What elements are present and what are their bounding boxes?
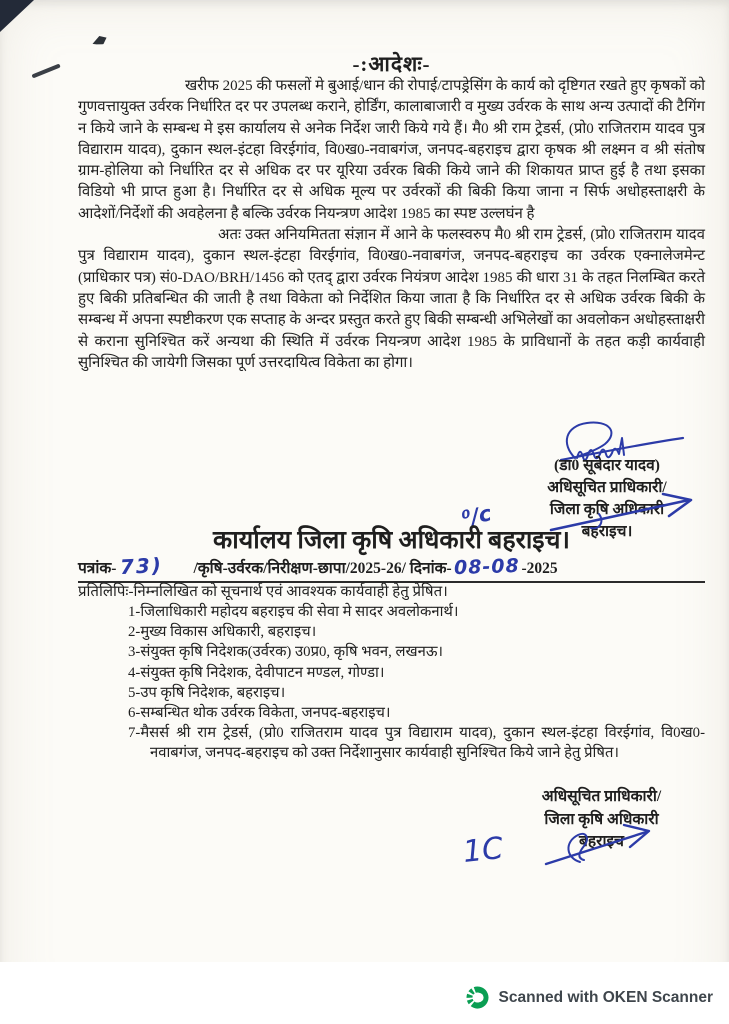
order-title: -:आदेशः-	[352, 52, 431, 76]
date-label: दिनांक-	[409, 560, 452, 577]
copies-intro: प्रतिलिपिः-निम्नलिखित को सूचनार्थ एवं आवश्यक कार्यवाही हेतु प्रेषित।	[78, 584, 448, 600]
signatory-name: (डा0 सूबेदार यादव)	[554, 457, 660, 474]
oken-scanner-logo-icon	[466, 986, 489, 1009]
bottom-place: बहराइच	[579, 833, 624, 850]
received-handwritten-mark: 1C	[461, 831, 505, 870]
date-year: -2025	[521, 560, 558, 577]
page-corner-fold	[0, 0, 34, 32]
order-paragraph-1: खरीफ 2025 की फसलों मे बुआई/धान की रोपाई/टापड्रेसिंग के कार्य को दृष्टिगत रखते हुए कृषकों को गुणवत्तायुक्त उर्वरक निर्धारित दर पर उपलब्ध कराने, होर्डिंग, कालाबाजारी व मुख्य उर्वरक के साथ अन्य उत्पादों की टैगिंग न किये जाने के सम्बन्ध मे इस कार्यालय से अनेक निर्देश जारी किये गये हैं। मै0 श्री राम ट्रेडर्स, (प्रो0 राजितराम यादव पुत्र विद्याराम यादव), दुकान स्थल-इंटहा विरईगांव, वि0ख0-नवाबगंज, जनपद-बहराइच द्वारा कृषक श्री लक्ष्मन व श्री संतोष ग्राम-होलिया को निर्धारित दर से अधिक दर पर यूरिया उर्वरक बिकी किये जाने की शिकायत प्राप्त हुई है तथा इसका विडियो भी प्राप्त हुआ है। निर्धारित दर से अधिक मूल्य पर उर्वरकों की बिकी किया जाना न सिर्फ अधोहस्ताक्षरी के आदेशों/निर्देशों की अवहेलना है बल्कि उर्वरक नियन्त्रण आदेश 1985 का स्पष्ट उल्लघंन है	[78, 78, 705, 222]
signatory-place: बहराइच।	[581, 523, 633, 540]
copy-item-7: 7-मैसर्स श्री राम ट्रेडर्स, (प्रो0 राजितराम यादव पुत्र विद्याराम यादव), दुकान स्थल-इंटहा विरईगांव, वि0ख0-नवाबगंज, जनपद-बहराइच को उक्त निर्देशानुसार कार्यवाही सुनिश्चित किये जाने हेतु प्रेषित।	[128, 725, 705, 762]
signatory-role-line2: जिला कृषि अधिकारी	[549, 501, 665, 518]
copy-item-6: 6-सम्बन्धित थोक उर्वरक विकेता, जनपद-बहराइच।	[128, 705, 391, 722]
copies-list	[128, 602, 705, 764]
ref-number-handwritten: 73)	[119, 552, 165, 580]
signatory-role-line1: अधिसूचित प्राधिकारी/	[547, 479, 667, 496]
copy-item-2: 2-मुख्य विकास अधिकारी, बहराइच।	[128, 624, 317, 641]
ref-label: पत्रांक-	[78, 560, 117, 577]
copy-item-1: 1-जिलाधिकारी महोदय बहराइच की सेवा मे सादर अवलोकनार्थ।	[128, 604, 459, 620]
ink-smudge-mark	[91, 35, 108, 47]
ref-subject: /कृषि-उर्वरक/निरीक्षण-छापा/2025-26/	[193, 560, 406, 577]
oken-scanner-text: Scanned with OKEN Scanner	[498, 988, 713, 1006]
bottom-role-line2: जिला कृषि अधिकारी	[544, 810, 659, 828]
pc-handwritten-mark: ⁰/c	[459, 501, 494, 531]
date-handwritten: 08-08	[453, 554, 520, 580]
copy-item-3: 3-संयुक्त कृषि निदेशक(उर्वरक) उ0प्र0, कृषि भवन, लखनऊ।	[128, 644, 444, 661]
pen-stroke-mark	[31, 64, 60, 78]
order-body	[78, 76, 705, 374]
bottom-role-line1: अधिसूचित प्राधिकारी/	[541, 788, 662, 805]
order-paragraph-2: अतः उक्त अनियमितता संज्ञान में आने के फलस्वरुप मै0 श्री राम ट्रेडर्स, (प्रो0 राजितराम यादव पुत्र विद्याराम यादव), दुकान स्थल-इंटहा विरईगांव, वि0ख0-नवाबगंज, जनपद-बहराइच का उर्वरक एक्नालेजमेन्ट (प्राधिकार पत्र) सं0-DAO/BRH/1456 को एतद् द्वारा उर्वरक नियंत्रण आदेश 1985 की धारा 31 के तहत निलम्बित करते हुए बिकी प्रतिबन्धित की जाती है तथा विकेता को निर्देशित किया जाता है कि निर्धारित दर से अधिक उर्वरक बिकी के सम्बन्ध में अपना स्पष्टीकरण एक सप्ताह के अन्दर प्रस्तुत करते हुए बिकी सम्बन्धी अभिलेखों का अवलोकन अधोहस्ताक्षरी से कराना सुनिश्चित करें अन्यथा की स्थिति में उर्वरक नियन्त्रण आदेश 1985 के प्राविधानों के तहत कड़ी कार्यवाही सुनिश्चित की जायेगी जिसका पूर्ण उत्तरदायित्व विकेता का होगा।	[78, 227, 705, 371]
office-heading: कार्यालय जिला कृषि अधिकारी बहराइच।	[213, 527, 570, 554]
copy-item-5: 5-उप कृषि निदेशक, बहराइच।	[128, 684, 286, 701]
reference-line	[78, 554, 705, 583]
copy-item-4: 4-संयुक्त कृषि निदेशक, देवीपाटन मण्डल, गोण्डा।	[128, 664, 385, 681]
bottom-arrow-scribble-icon	[540, 820, 660, 868]
scanner-watermark	[466, 986, 713, 1009]
